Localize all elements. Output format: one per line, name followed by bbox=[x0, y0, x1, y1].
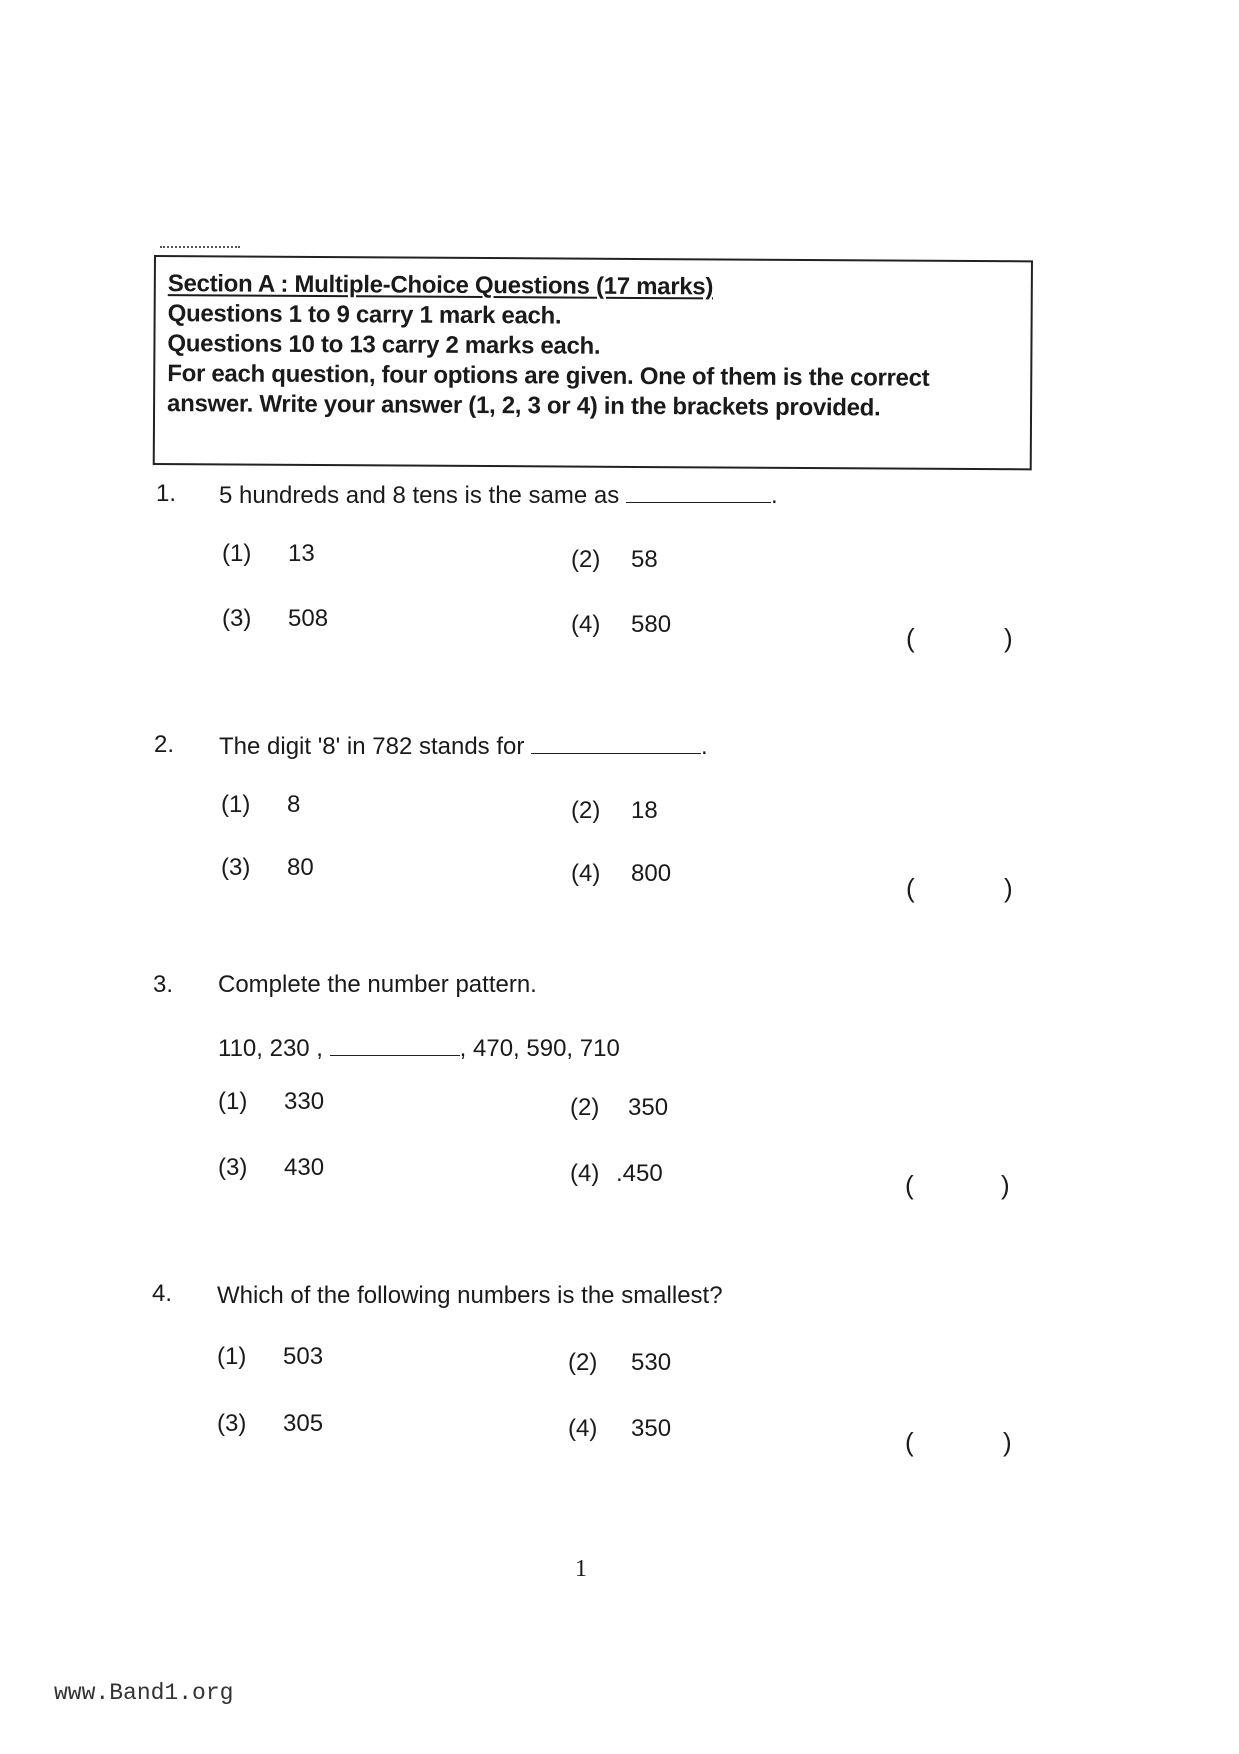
answer-bracket-open-3[interactable]: ( bbox=[905, 1170, 914, 1200]
question-1-option-4: (4) 580 bbox=[571, 611, 672, 638]
answer-bracket-close-2[interactable]: ) bbox=[1004, 873, 1013, 903]
scan-mark bbox=[160, 246, 240, 251]
question-1-end: . bbox=[770, 482, 778, 509]
question-3-option-2: (2) 350 bbox=[570, 1094, 669, 1121]
question-2-option-1: (1) 8 bbox=[221, 791, 301, 818]
question-4-text: Which of the following numbers is the smallest? bbox=[217, 1282, 723, 1309]
page-number: 1 bbox=[575, 1556, 587, 1582]
instruction-line-2: Questions 10 to 13 carry 2 marks each. bbox=[167, 330, 601, 360]
answer-bracket-close-4[interactable]: ) bbox=[1003, 1427, 1012, 1457]
answer-bracket-open-1[interactable]: ( bbox=[906, 623, 915, 653]
question-1-option-3: (3) 508 bbox=[222, 605, 329, 632]
question-4-option-1: (1) 503 bbox=[217, 1343, 324, 1370]
question-2-stem: The digit '8' in 782 stands for bbox=[219, 733, 525, 760]
answer-bracket-open-4[interactable]: ( bbox=[905, 1427, 914, 1457]
question-3-blank bbox=[330, 1033, 460, 1056]
question-3-number: 3. bbox=[153, 971, 174, 998]
question-3-option-4: (4) .450 bbox=[570, 1160, 663, 1187]
question-3-option-1: (1) 330 bbox=[218, 1088, 325, 1115]
question-3-text: Complete the number pattern. bbox=[218, 971, 537, 998]
question-3-pattern-start: 110, 230 , bbox=[218, 1035, 323, 1062]
question-4-option-3: (3) 305 bbox=[217, 1410, 324, 1437]
instructions-box bbox=[153, 255, 1033, 470]
question-2-option-2: (2) 18 bbox=[571, 797, 658, 824]
question-1-option-2: (2) 58 bbox=[571, 546, 658, 573]
question-2-number: 2. bbox=[154, 731, 175, 758]
question-1-option-1: (1) 13 bbox=[222, 540, 315, 567]
question-4-option-4: (4) 350 bbox=[568, 1415, 672, 1442]
question-4-number: 4. bbox=[152, 1280, 173, 1307]
instruction-line-1: Questions 1 to 9 carry 1 mark each. bbox=[167, 300, 562, 330]
question-3-pattern-end: , 470, 590, 710 bbox=[459, 1035, 620, 1062]
section-title: Section A : Multiple-Choice Questions (17 marks) bbox=[167, 270, 714, 301]
question-2-text bbox=[219, 731, 708, 761]
instruction-line-3: For each question, four options are given. One of them is the correct answer. Write your answer (1, 2, 3 or 4) in the brackets provided. bbox=[167, 360, 930, 422]
question-1-stem: 5 hundreds and 8 tens is the same as bbox=[219, 482, 620, 509]
answer-bracket-close-1[interactable]: ) bbox=[1004, 623, 1013, 653]
question-3-option-3: (3) 430 bbox=[218, 1154, 325, 1181]
footer-url: www.Band1.org bbox=[54, 1680, 234, 1706]
question-4-option-2: (2) 530 bbox=[568, 1349, 672, 1376]
question-2-end: . bbox=[701, 733, 708, 760]
question-3-pattern bbox=[218, 1033, 620, 1063]
answer-bracket-close-3[interactable]: ) bbox=[1001, 1170, 1010, 1200]
question-2-option-4: (4) 800 bbox=[571, 860, 672, 887]
question-1-text bbox=[219, 480, 778, 510]
question-1-blank bbox=[626, 480, 771, 503]
question-2-blank bbox=[531, 731, 701, 754]
question-1-number: 1. bbox=[156, 480, 177, 507]
question-2-option-3: (3) 80 bbox=[221, 854, 314, 881]
answer-bracket-open-2[interactable]: ( bbox=[906, 873, 915, 903]
